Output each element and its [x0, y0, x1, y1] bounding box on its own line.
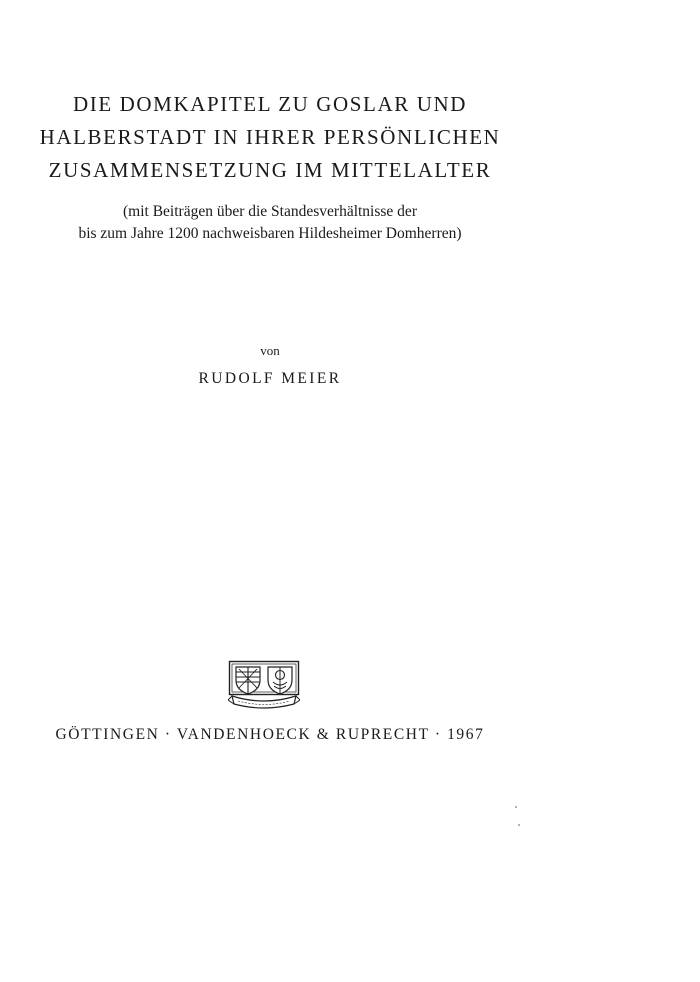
imprint-line: GÖTTINGEN · VANDENHOECK & RUPRECHT · 1967: [55, 726, 485, 743]
subtitle-line-2: bis zum Jahre 1200 nachweisbaren Hildesheimer Domherren): [78, 225, 462, 242]
byline-von: von: [260, 343, 280, 358]
title-line-3: ZUSAMMENSETZUNG IM MITTELALTER: [48, 158, 492, 182]
title-line-2: HALBERSTADT IN IHRER PERSÖNLICHEN: [39, 125, 501, 149]
book-title: [30, 88, 510, 187]
author-name: RUDOLF MEIER: [198, 370, 342, 387]
paper-speck: [515, 806, 517, 808]
subtitle-line-1: (mit Beiträgen über die Standesverhältnisse der: [123, 203, 417, 220]
paper-speck: [518, 824, 520, 826]
book-subtitle: [30, 201, 510, 245]
publisher-emblem-icon: [228, 660, 300, 710]
title-line-1: DIE DOMKAPITEL ZU GOSLAR UND: [73, 92, 467, 116]
